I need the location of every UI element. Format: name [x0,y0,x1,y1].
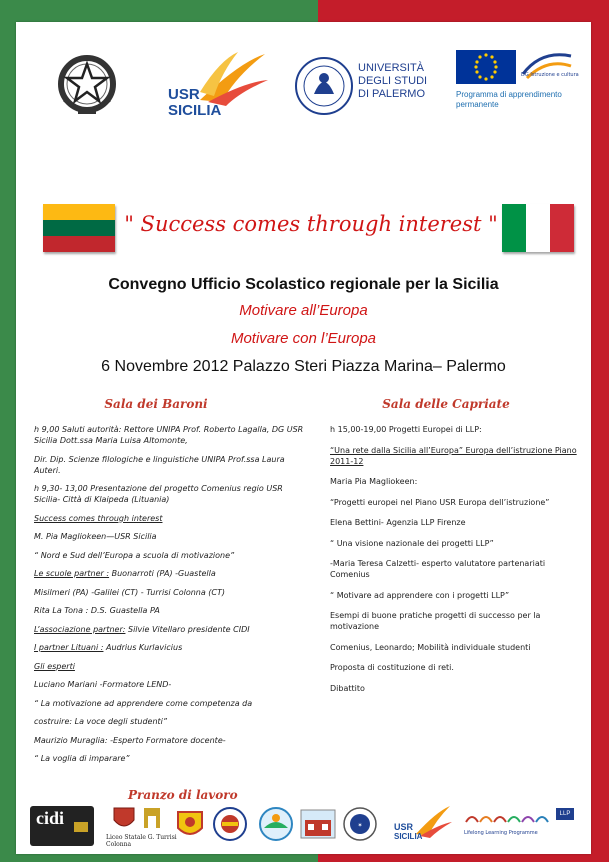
llp-program-text [456,90,562,110]
program-item: “Una rete dalla Sicilia all’Europa” Europa dell’istruzione Piano 2011-12 [330,445,577,466]
program-item: h 15,00-19,00 Progetti Europei di LLP: [330,425,482,434]
school-badge-round [342,806,378,846]
cidi-logo [30,806,94,846]
university-seal [294,56,354,116]
program-item: Success comes through interest [34,513,163,523]
program-item: Esempi di buone pratiche progetti di successo per la motivazione [330,611,541,631]
university-name [358,62,427,101]
footer-sicilia-label: SICILIA [394,832,423,841]
sicilia-label: SICILIA [168,102,222,119]
program-item: h 9,30- 13,00 Presentazione del progetto Comenius regio USR Sicilia- Città di Klaipeda (Lituania) [34,484,283,504]
date-venue: 6 Novembre 2012 Palazzo Steri Piazza Marina– Palermo [101,358,506,375]
association-value: Silvie Vitellaro presidente CIDI [125,624,250,634]
program-item: “ Nord e Sud dell’Europa a scuola di motivazione” [34,550,235,560]
program-item: Misilmeri (PA) -Galilei (CT) - Turrisi Colonna (CT) [34,587,226,597]
usr-label: USR [168,86,200,103]
poster-sheet [16,22,591,854]
program-item: Maria Pia Magliokeen: [330,477,418,486]
school-photo-logo [300,806,336,846]
motto-row [16,194,591,264]
usr-sicilia-footer-logo [392,806,452,846]
usr-sicilia-logo [160,52,270,124]
llp-line-1: Programma di apprendimento [456,90,562,99]
comenius-badge [212,806,248,846]
footer-usr-label: USR [394,822,414,832]
eu-flag [456,50,516,84]
italy-flag [502,204,574,252]
program-item: “ Una visione nazionale dei progetti LLP” [330,538,494,548]
lithuanian-partner-label: I partner Lituani : [34,643,104,652]
left-program-column [34,424,309,772]
llp-caption: Lifelong Learning Programme [464,830,538,836]
program-item: Dibattito [330,683,365,693]
svg-text:✶: ✶ [357,822,363,829]
partner-schools-label: Le scuole partner : [34,569,110,578]
program-item: “Progetti europei nel Piano USR Europa dell’istruzione” [330,497,550,507]
cidi-badge [74,822,88,832]
llp-badge: LLP [556,808,574,820]
program-item [34,624,309,635]
right-column-heading: Sala delle Capriate [382,397,510,411]
program-item: h 9,00 Saluti autorità: Rettore UNIPA Prof. Roberto Lagalla, DG USR Sicilia Dott.ssa Maria Luisa Altomonte, [34,425,304,445]
italian-republic-emblem [56,50,118,118]
program-item: Rita La Tona : D.S. Guastella PA [34,606,160,615]
program-item: Gli esperti [34,661,75,671]
program-item: “ Motivare ad apprendere con i progetti LLP” [330,590,510,600]
motto-text: " Success comes through interest " [124,212,498,236]
program-item: M. Pia Magliokeen—USR Sicilia [34,532,157,541]
program-item: Maurizio Muraglia: -Esperto Formatore docente- [34,735,226,745]
dg-label: DG Istruzione e cultura [521,72,579,78]
lithuania-flag [43,204,115,252]
program-item [34,642,309,653]
lunch-heading: Pranzo di lavoro [128,788,238,802]
program-item [34,568,309,579]
lithuanian-partner-value: Audrius Kurlavicius [103,643,183,652]
program-item: Comenius, Leonardo; Mobilità individuale studenti [330,642,531,652]
conference-title: Convegno Ufficio Scolastico regionale per la Sicilia [108,276,499,293]
program-item: “ La voglia di imparare” [34,754,130,763]
liceo-logo [106,806,176,846]
liceo-label: Liceo Statale G. Turrisi Colonna [106,834,177,848]
right-program-column [330,424,580,703]
program-item: -Maria Teresa Calzetti- esperto valutatore partenariati Comenius [330,559,546,579]
left-column-heading: Sala dei Baroni [104,397,208,411]
university-line-2: DEGLI STUDI [358,75,428,87]
program-item: “ La motivazione ad apprendere come competenza da [34,698,253,708]
subtitle-1: Motivare all’Europa [239,302,368,319]
llp-line-2: permanente [456,100,499,109]
llp-footer-logo [462,806,574,846]
school-badge-blue [258,806,294,846]
cidi-label: cidi [36,808,65,828]
program-item: Luciano Mariani -Formatore LEND- [34,680,172,689]
association-label: L’associazione partner: [34,624,126,634]
subtitle-2: Motivare con l’Europa [230,330,377,347]
program-item: costruire: La voce degli studenti” [34,717,168,726]
partner-schools-value: Buonarroti (PA) -Guastella [109,569,216,578]
program-item: Elena Bettini- Agenzia LLP Firenze [330,518,466,527]
university-line-3: DI PALERMO [358,88,426,100]
program-item: Proposta di costituzione di reti. [330,663,454,672]
program-item: Dir. Dip. Scienze filologiche e linguistiche UNIPA Prof.ssa Laura Auteri. [34,454,285,475]
university-line-1: UNIVERSITÀ [358,62,425,74]
sicily-region-logo [176,806,206,846]
